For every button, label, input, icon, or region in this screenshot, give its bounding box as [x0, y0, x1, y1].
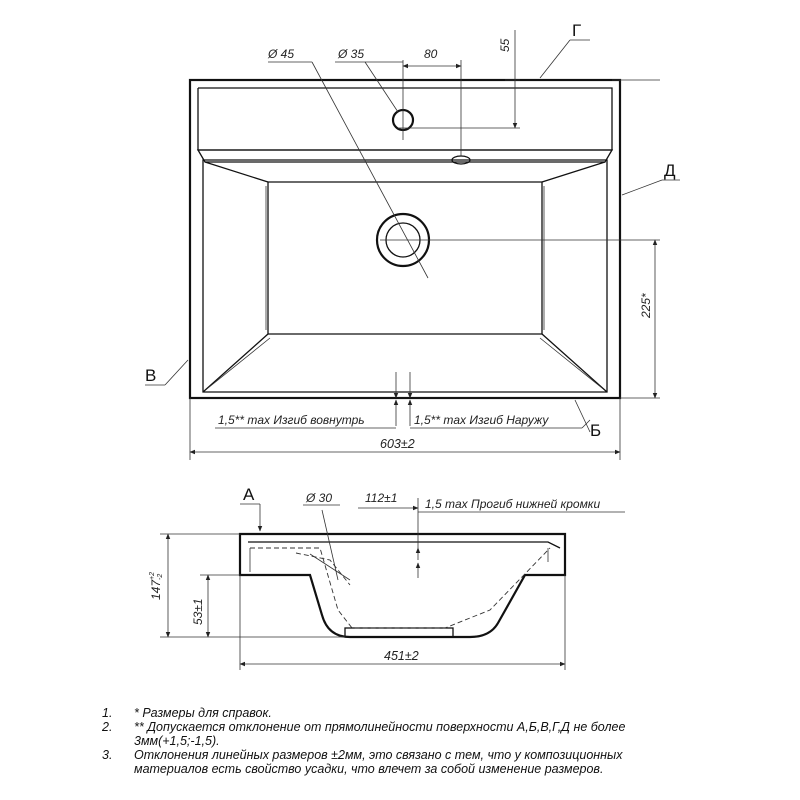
dim-height-tol-lower: -2 — [157, 573, 164, 580]
dim-height-tol-upper: +2 — [149, 572, 156, 580]
slope-line-tr — [542, 162, 605, 182]
side-outline — [240, 534, 565, 637]
label-surface-v: В — [145, 366, 157, 385]
dim-55: 55 — [498, 38, 512, 52]
dim-depth: 451±2 — [384, 649, 419, 663]
note-3 — [102, 748, 792, 776]
dim-height: 147 — [149, 579, 163, 600]
bowl-floor — [268, 182, 542, 334]
note-text: * Размеры для справок. — [134, 706, 272, 720]
dim-225: 225* — [639, 293, 653, 318]
note-text: ** Допускается отклонение от прямолинейности поверхности А,Б,В,Г,Д не более 3мм(+1,5;-1,5). — [134, 720, 626, 748]
note-1 — [102, 706, 792, 720]
note-number: 1. — [102, 706, 113, 720]
note-number: 2. — [102, 720, 113, 734]
dim-width: 603±2 — [380, 437, 415, 451]
notes — [102, 706, 792, 776]
edge-note: 1,5 max Прогиб нижней кромки — [425, 497, 601, 511]
slope-line-bl — [203, 334, 268, 392]
note-text: Отклонения линейных размеров ±2мм, это связано с тем, что у композиционных материалов есть свойство усадки, что влечет за собой изменение размеров. — [134, 748, 623, 776]
bowl-outer-edge — [203, 160, 607, 392]
note-2 — [102, 720, 792, 748]
slope-line-tl — [205, 162, 268, 182]
note-number: 3. — [102, 748, 113, 762]
dim-dia-35: Ø 35 — [338, 47, 365, 61]
slope-line-br — [542, 334, 607, 392]
top-view — [145, 21, 680, 460]
dim-dia-45: Ø 45 — [268, 47, 295, 61]
side-view — [149, 485, 625, 670]
rear-deck-edge — [198, 88, 612, 150]
dim-dia-30: Ø 30 — [306, 491, 333, 505]
dim-80: 80 — [424, 47, 438, 61]
tol-inward: 1,5** max Изгиб вовнутрь — [218, 413, 365, 427]
label-surface-b: Б — [590, 421, 602, 440]
label-surface-a: А — [243, 485, 255, 504]
dim-53: 53±1 — [191, 598, 205, 625]
label-surface-d: Д — [664, 161, 676, 180]
tol-outward: 1,5** max Изгиб Наружу — [414, 413, 549, 427]
drain-boss — [345, 628, 453, 637]
dim-112: 112±1 — [365, 491, 398, 505]
label-surface-g: Г — [572, 21, 582, 40]
